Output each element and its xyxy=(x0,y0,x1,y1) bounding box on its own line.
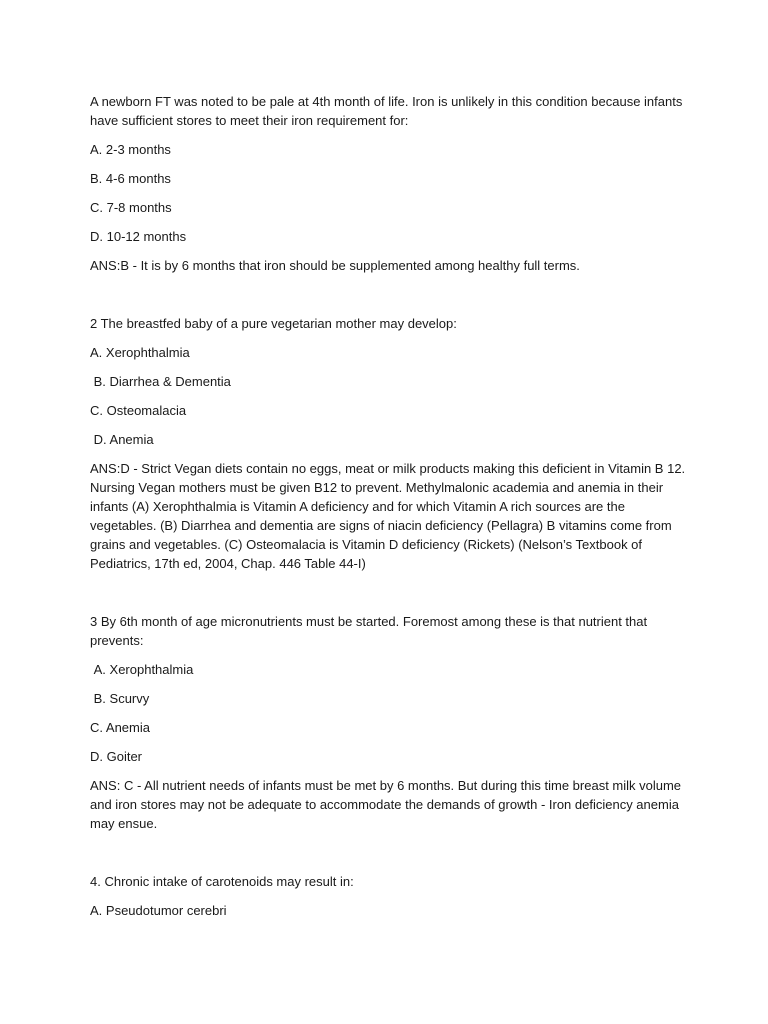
answer-option: B. 4-6 months xyxy=(90,171,171,186)
answer-explanation: ANS:D - Strict Vegan diets contain no eggs, meat or milk products making this deficient in Vitamin B 12. Nursing Vegan mothers must be given B12 to prevent. Methylmalonic academia and anemia in their infants (A) Xerophthalmia is Vitamin A deficiency and for which Vitamin A rich sources are the vegetables. (B) Diarrhea and dementia are signs of niacin deficiency (Pellagra) B vitamins come from grains and vegetables. (C) Osteomalacia is Vitamin D deficiency (Rickets) (Nelson’s Textbook of Pediatrics, 17th ed, 2004, Chap. 446 Table 44-I) xyxy=(90,461,689,571)
question-block-3 xyxy=(90,612,690,833)
question-stem: 2 The breastfed baby of a pure vegetarian mother may develop: xyxy=(90,316,457,331)
answer-option: B. Scurvy xyxy=(90,691,150,706)
question-spacer xyxy=(90,843,690,872)
question-stem: 3 By 6th month of age micronutrients must be started. Foremost among these is that nutrient that prevents: xyxy=(90,614,651,648)
question-block-4 xyxy=(90,872,690,920)
question-spacer xyxy=(90,285,690,314)
answer-option: C. Anemia xyxy=(90,720,150,735)
question-block-2 xyxy=(90,314,690,573)
question-stem: 4. Chronic intake of carotenoids may result in: xyxy=(90,874,354,889)
answer-option: C. Osteomalacia xyxy=(90,403,187,418)
answer-option: A. Xerophthalmia xyxy=(90,345,190,360)
answer-option: D. Goiter xyxy=(90,749,143,764)
answer-option: D. 10-12 months xyxy=(90,229,187,244)
answer-option: A. Xerophthalmia xyxy=(90,662,194,677)
document-page xyxy=(90,92,690,930)
answer-explanation: ANS: C - All nutrient needs of infants must be met by 6 months. But during this time breast milk volume and iron stores may not be adequate to accommodate the demands of growth - Iron deficiency anemia may ensue. xyxy=(90,778,685,831)
answer-option: A. Pseudotumor cerebri xyxy=(90,903,227,918)
question-stem: A newborn FT was noted to be pale at 4th month of life. Iron is unlikely in this condition because infants have sufficient stores to meet their iron requirement for: xyxy=(90,94,686,128)
question-spacer xyxy=(90,583,690,612)
answer-option: D. Anemia xyxy=(90,432,154,447)
answer-option: B. Diarrhea & Dementia xyxy=(90,374,231,389)
answer-explanation: ANS:B - It is by 6 months that iron should be supplemented among healthy full terms. xyxy=(90,258,580,273)
answer-option: A. 2-3 months xyxy=(90,142,171,157)
question-block-1 xyxy=(90,92,690,275)
answer-option: C. 7-8 months xyxy=(90,200,172,215)
